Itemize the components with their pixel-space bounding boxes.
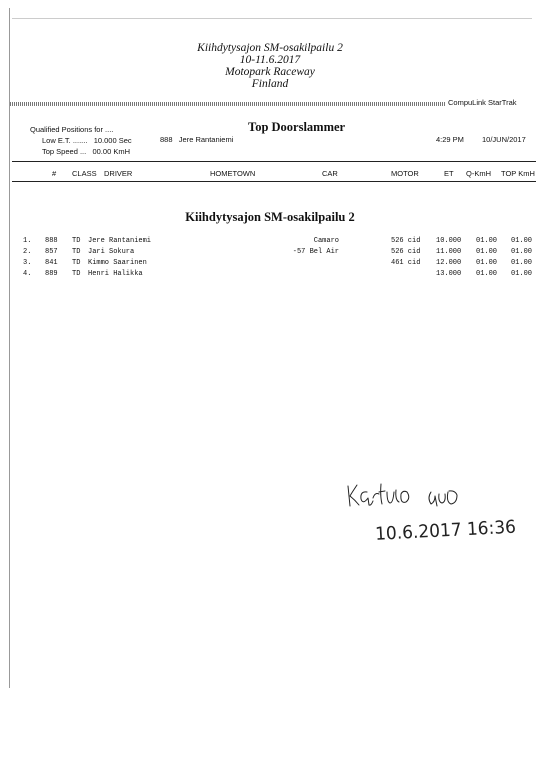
result-number: 857 bbox=[45, 248, 58, 256]
result-number: 888 bbox=[45, 237, 58, 245]
result-motor: 461 cid bbox=[391, 259, 421, 267]
record-number: 888 bbox=[160, 135, 173, 144]
result-q-kmh: 01.00 bbox=[476, 270, 498, 278]
header-top-rule bbox=[12, 161, 536, 162]
result-car: -57 Bel Air bbox=[292, 248, 339, 256]
col-header-hometown: HOMETOWN bbox=[210, 169, 256, 178]
col-header-class: CLASS bbox=[72, 169, 97, 178]
page-left-border bbox=[9, 8, 10, 688]
result-motor: 526 cid bbox=[391, 237, 421, 245]
class-title: Top Doorslammer bbox=[248, 120, 346, 134]
event-country: Finland bbox=[251, 78, 289, 90]
result-driver: Jari Sokura bbox=[88, 248, 135, 256]
result-row bbox=[0, 237, 540, 247]
result-top-kmh: 01.00 bbox=[511, 259, 533, 267]
handwritten-signature bbox=[345, 478, 517, 546]
result-top-kmh: 01.00 bbox=[511, 237, 533, 245]
result-driver: Henri Halikka bbox=[88, 270, 143, 278]
page-top-border bbox=[12, 18, 532, 19]
record-holder bbox=[160, 135, 233, 144]
low-et-label: Low E.T. ....... bbox=[42, 136, 88, 145]
result-class: TD bbox=[72, 237, 81, 245]
col-header-car: CAR bbox=[322, 169, 338, 178]
low-et-line bbox=[30, 135, 132, 146]
result-class: TD bbox=[72, 259, 81, 267]
event-dates: 10-11.6.2017 bbox=[239, 54, 301, 66]
dotted-separator bbox=[10, 102, 445, 106]
result-et: 10.000 bbox=[436, 237, 462, 245]
event-venue: Motopark Raceway bbox=[225, 66, 315, 78]
col-header-et: ET bbox=[444, 169, 454, 178]
event-header bbox=[0, 42, 540, 90]
result-q-kmh: 01.00 bbox=[476, 259, 498, 267]
result-row bbox=[0, 259, 540, 269]
result-class: TD bbox=[72, 248, 81, 256]
result-pos: 2. bbox=[23, 248, 32, 256]
result-et: 12.000 bbox=[436, 259, 462, 267]
col-header-q-kmh: Q-KmH bbox=[466, 169, 491, 178]
result-top-kmh: 01.00 bbox=[511, 248, 533, 256]
event-name: Kiihdytysajon SM-osakilpailu 2 bbox=[197, 42, 343, 54]
top-speed-label: Top Speed ... bbox=[42, 147, 87, 156]
result-car: Camaro bbox=[313, 237, 339, 245]
result-motor: 526 cid bbox=[391, 248, 421, 256]
result-driver: Kimmo Saarinen bbox=[88, 259, 147, 267]
result-pos: 4. bbox=[23, 270, 32, 278]
header-bottom-rule bbox=[12, 181, 536, 182]
result-q-kmh: 01.00 bbox=[476, 237, 498, 245]
print-date: 10/JUN/2017 bbox=[482, 135, 526, 144]
software-brand: CompuLink StarTrak bbox=[448, 98, 517, 107]
col-header-motor: MOTOR bbox=[391, 169, 419, 178]
col-header-pos: # bbox=[52, 169, 57, 178]
result-q-kmh: 01.00 bbox=[476, 248, 498, 256]
result-et: 13.000 bbox=[436, 270, 462, 278]
result-pos: 3. bbox=[23, 259, 32, 267]
result-pos: 1. bbox=[23, 237, 32, 245]
result-number: 841 bbox=[45, 259, 58, 267]
result-class: TD bbox=[72, 270, 81, 278]
result-driver: Jere Rantaniemi bbox=[88, 237, 152, 245]
result-top-kmh: 01.00 bbox=[511, 270, 533, 278]
result-row bbox=[0, 248, 540, 258]
record-driver: Jere Rantaniemi bbox=[178, 135, 234, 144]
signature-datetime: 10.6.2017 16:36 bbox=[374, 517, 517, 546]
col-header-driver: DRIVER bbox=[104, 169, 133, 178]
top-speed-line bbox=[30, 146, 132, 157]
top-speed-value: 00.00 KmH bbox=[92, 147, 130, 156]
result-row bbox=[0, 270, 540, 280]
race-title: Kiihdytysajon SM-osakilpailu 2 bbox=[185, 210, 355, 224]
qualified-positions-block bbox=[30, 124, 132, 157]
col-header-top-kmh: TOP KmH bbox=[501, 169, 535, 178]
result-et: 11.000 bbox=[436, 248, 462, 256]
qualified-heading: Qualified Positions for .... bbox=[30, 125, 114, 134]
low-et-value: 10.000 Sec bbox=[93, 136, 132, 145]
print-time: 4:29 PM bbox=[436, 135, 464, 144]
result-number: 889 bbox=[45, 270, 58, 278]
